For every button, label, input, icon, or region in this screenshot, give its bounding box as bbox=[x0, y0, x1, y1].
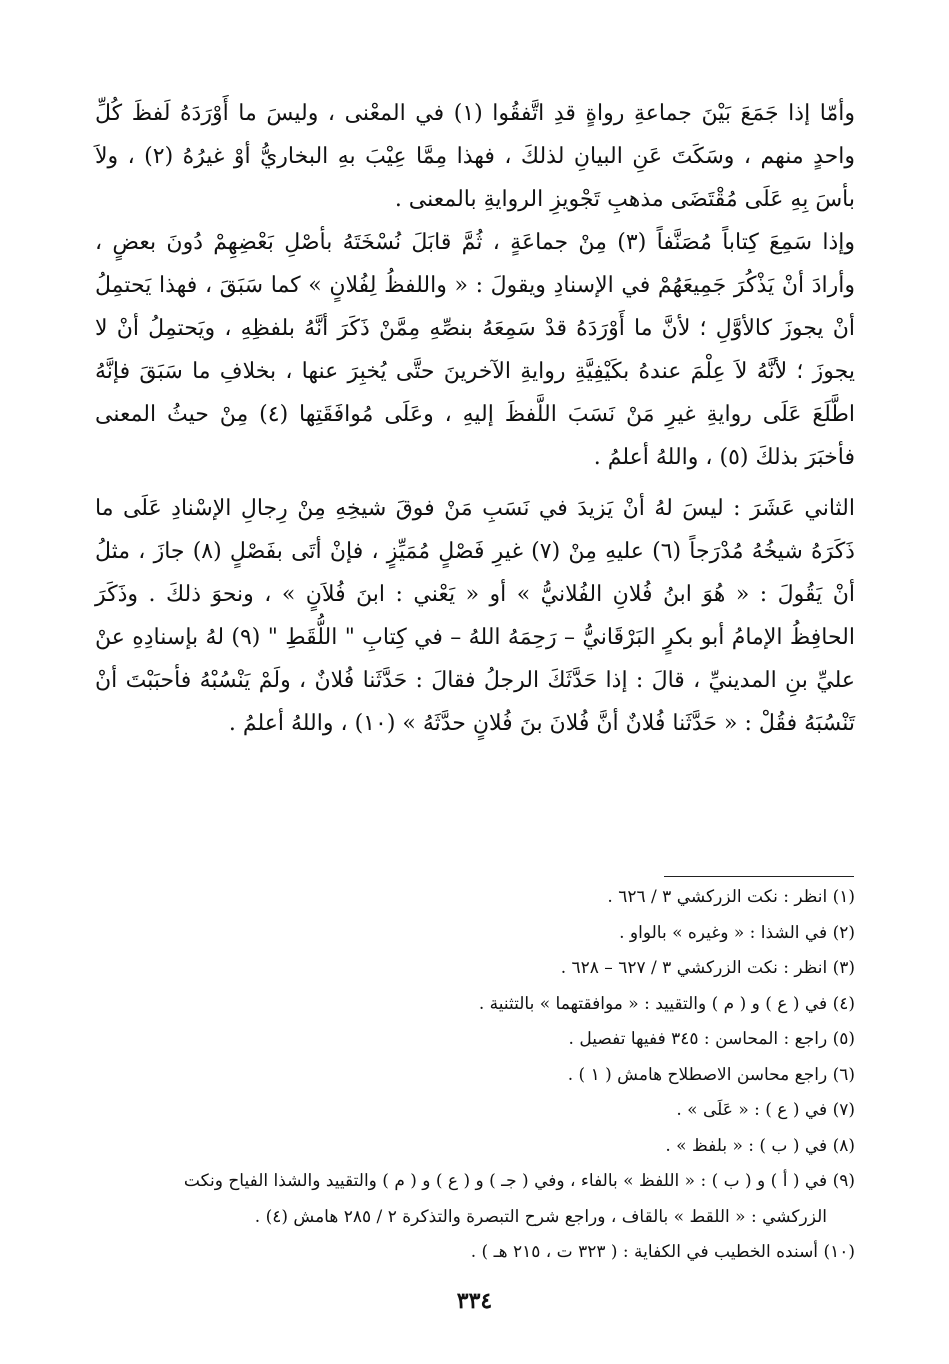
footnote-9 bbox=[95, 1164, 855, 1235]
footnote-10 bbox=[95, 1235, 855, 1271]
footnote-8 bbox=[95, 1129, 855, 1165]
paragraph-1: وأمّا إذا جَمَعَ بَيْنَ جماعةِ رواةٍ قدِ اتَّفقُوا (١) في المعْنى ، وليسَ ما أَوْرَدَهُ لَفظَ كُلِّ واحدٍ منهم ، وسَكَتَ عَنِ البيانِ لذلكَ ، فهذا مِمَّا عِيْبَ بهِ البخاريُّ أوْ غيرُهُ (٢) ، ولاَ بأسَ بِهِ عَلَى مُقْتَضَى مذهبِ تَجْويزِ الروايةِ بالمعنى . bbox=[95, 101, 855, 212]
footnote-continuation: الزركشي : « اللقط » بالقاف ، وراجع شرح التبصرة والتذكرة ٢ / ٢٨٥ هامش (٤) . bbox=[254, 1206, 827, 1227]
footnote-text: انظر : نكت الزركشي ٣ / ٦٢٧ – ٦٢٨ . bbox=[560, 958, 828, 978]
footnote-text: راجع محاسن الاصطلاح هامش ( ١ ) . bbox=[567, 1064, 828, 1085]
footnote-text: في الشذا : « وغيره » بالواو . bbox=[619, 922, 828, 943]
footnote-text: انظر : نكت الزركشي ٣ / ٦٢٦ . bbox=[607, 887, 828, 907]
footnote-text: أسنده الخطيب في الكفاية : ( ٣٢٣ ت ، ٢١٥ هـ ) . bbox=[470, 1242, 819, 1262]
footnote-separator bbox=[664, 876, 854, 877]
footnote-4 bbox=[95, 987, 855, 1023]
footnote-number: (٨) bbox=[832, 1135, 855, 1156]
footnote-number: (٣) bbox=[832, 958, 855, 978]
footnote-2 bbox=[95, 916, 855, 952]
footnote-3 bbox=[95, 951, 855, 987]
footnote-number: (٧) bbox=[832, 1100, 855, 1120]
footnote-text: في ( ع ) : « عَلَى » . bbox=[676, 1100, 828, 1120]
footnote-6 bbox=[95, 1058, 855, 1094]
footnote-number: (٥) bbox=[832, 1029, 855, 1049]
footnote-5 bbox=[95, 1022, 855, 1058]
paragraph-2: وإذا سَمِعَ كِتاباً مُصَنَّفاً (٣) مِنْ جماعَةٍ ، ثُمَّ قابَلَ نُسْخَتَهُ بأصْلِ بَعْضِهِمْ دُونَ بعضٍ ، وأرادَ أنْ يَذْكُرَ جَمِيعَهُمْ في الإسنادِ ويقولَ : « واللفظُ لِفُلانٍ » كما سَبَقَ ، فهذا يَحتمِلُ أنْ يجوزَ كالأوَّلِ ؛ لأنَّ ما أَوْرَدَهُ قدْ سَمِعَهُ بنصِّهِ مِمَّنْ ذَكَرَ أنَّهُ بلفظِهِ ، ويَحتمِلُ أنْ لا يجوزَ ؛ لأنَّهُ لاَ عِلْمَ عندهُ بكَيْفِيَّةِ روايةِ الآخرينَ حتَّى يُخبِرَ عنها ، بخلافِ ما سَبَقَ فإنَّهُ اطَّلَعَ عَلَى روايةِ غيرِ مَنْ نَسَبَ اللَّفظَ إليهِ ، وعَلَى مُوافَقَتِها (٤) مِنْ حيثُ المعنى فأخبَرَ بذلكَ (٥) ، واللهُ أعلمُ . bbox=[95, 230, 855, 470]
main-text bbox=[95, 92, 855, 745]
footnote-text: راجع : المحاسن : ٣٤٥ ففيها تفصيل . bbox=[568, 1029, 828, 1049]
footnote-number: (١) bbox=[832, 887, 855, 907]
footnote-number: (٩) bbox=[832, 1171, 855, 1191]
footnote-text: في ( ع ) و ( م ) والتقييد : « موافقتهما » بالتثنية . bbox=[478, 993, 828, 1014]
page-number: ٣٣٤ bbox=[456, 1288, 493, 1314]
footnotes bbox=[95, 880, 855, 1271]
footnote-number: (٤) bbox=[832, 993, 855, 1014]
footnote-text: في ( أ ) و ( ب ) : « اللفظ » بالفاء ، وفي ( جـ ) و ( ع ) و ( م ) والتقييد والشذا الفياح ونكت bbox=[183, 1171, 828, 1191]
footnote-7 bbox=[95, 1093, 855, 1129]
paragraph-3: الثاني عَشَرَ : ليسَ لهُ أنْ يَزيدَ في نَسَبِ مَنْ فوقَ شيخِهِ مِنْ رِجالِ الإسْنادِ عَلَى ما ذَكَرَهُ شيخُهُ مُدْرَجاً (٦) عليهِ مِنْ (٧) غيرِ فَصْلٍ مُمَيِّزٍ ، فإنْ أتَى بفَصْلٍ (٨) جازَ ، مثلُ أنْ يَقُولَ : « هُوَ ابنُ فُلانِ الفُلانيُّ » أو « يَعْني : ابنَ فُلاَنٍ » ، ونحوَ ذلكَ . وذَكَرَ الحافِظُ الإمامُ أبو بكرٍ البَرْقَانيُّ – رَحِمَهُ اللهُ – في كِتابِ " اللُّقَطِ " (٩) لهُ بإسنادِهِ عنْ عليِّ بنِ المدينيِّ ، قالَ : إذا حَدَّثَكَ الرجلُ فقالَ : حَدَّثَنا فُلانٌ ، ولَمْ يَنْسُبْهُ فأحبَبْتَ أنْ تَنْسُبَهُ فقُلْ : « حَدَّثَنا فُلانٌ أنَّ فُلانَ بنَ فُلانٍ حدَّثَهُ » (١٠) ، واللهُ أعلمُ . bbox=[95, 496, 855, 736]
footnote-number: (٦) bbox=[832, 1064, 855, 1085]
footnote-number: (١٠) bbox=[823, 1242, 855, 1262]
footnote-number: (٢) bbox=[832, 922, 855, 943]
footnote-text: في ( ب ) : « بلفظ » . bbox=[665, 1135, 828, 1156]
footnote-1 bbox=[95, 880, 855, 916]
